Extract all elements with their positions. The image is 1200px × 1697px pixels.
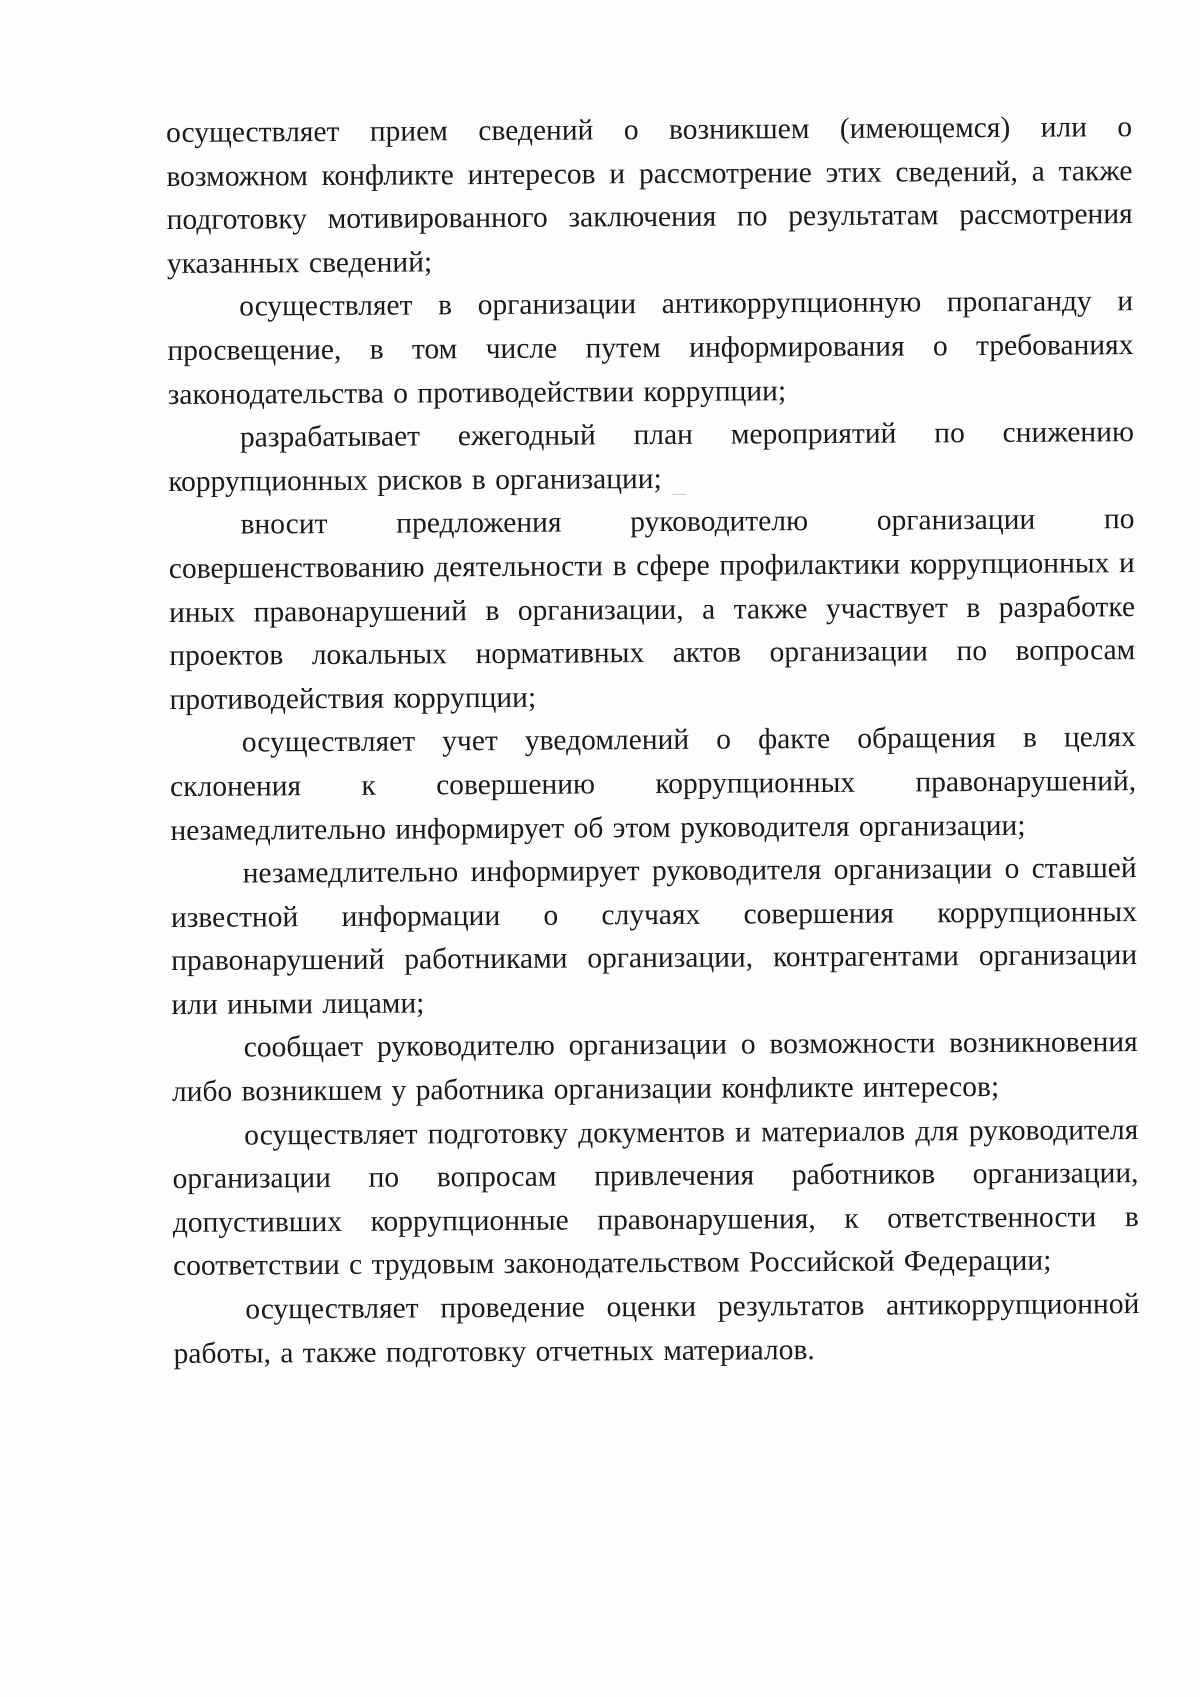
paragraph-4: вносит предложения руководителю организации по совершенствованию деятельности в сфере профилактики коррупционных и иных правонарушений в организации, а также участвует в разработке проектов локальных нормативных актов организации по вопросам противодействия коррупции;: [168, 503, 1136, 716]
paragraph-7: сообщает руководителю организации о возможности возникновения либо возникшем у работника организации конфликте интересов;: [171, 1026, 1138, 1109]
paragraph-8: осуществляет подготовку документов и материалов для руководителя организации по вопросам привлечения работников организации, допустивших коррупционные правонарушения, к ответственности в соответствии с трудовым законодательством Российской Федерации;: [172, 1113, 1139, 1283]
paragraph-5: осуществляет учет уведомлений о факте обращения в целях склонения к совершению коррупционных правонарушений, незамедлительно информирует об этом руководителя организации;: [170, 721, 1137, 847]
document-body: [166, 106, 1140, 1376]
paragraph-2: осуществляет в организации антикоррупционную пропаганду и просвещение, в том числе путем информирования о требованиях законодательства о противодействии коррупции;: [167, 285, 1134, 411]
paragraph-3: разрабатывает ежегодный план мероприятий по снижению коррупционных рисков в организации;: [168, 416, 1135, 498]
scan-artifact: [672, 494, 686, 495]
paragraph-9: осуществляет проведение оценки результатов антикоррупционной работы, а также подготовку отчетных материалов.: [173, 1288, 1140, 1370]
paragraph-1: осуществляет прием сведений о возникшем (имеющемся) или о возможном конфликте интересов и рассмотрение этих сведений, а также подготовку мотивированного заключения по результатам рассмотрения указанных сведений;: [166, 111, 1133, 280]
paragraph-6: незамедлительно информирует руководителя организации о ставшей известной информации о случаях совершения коррупционных правонарушений работниками организации, контрагентами организации или иными лицами;: [170, 852, 1138, 1021]
